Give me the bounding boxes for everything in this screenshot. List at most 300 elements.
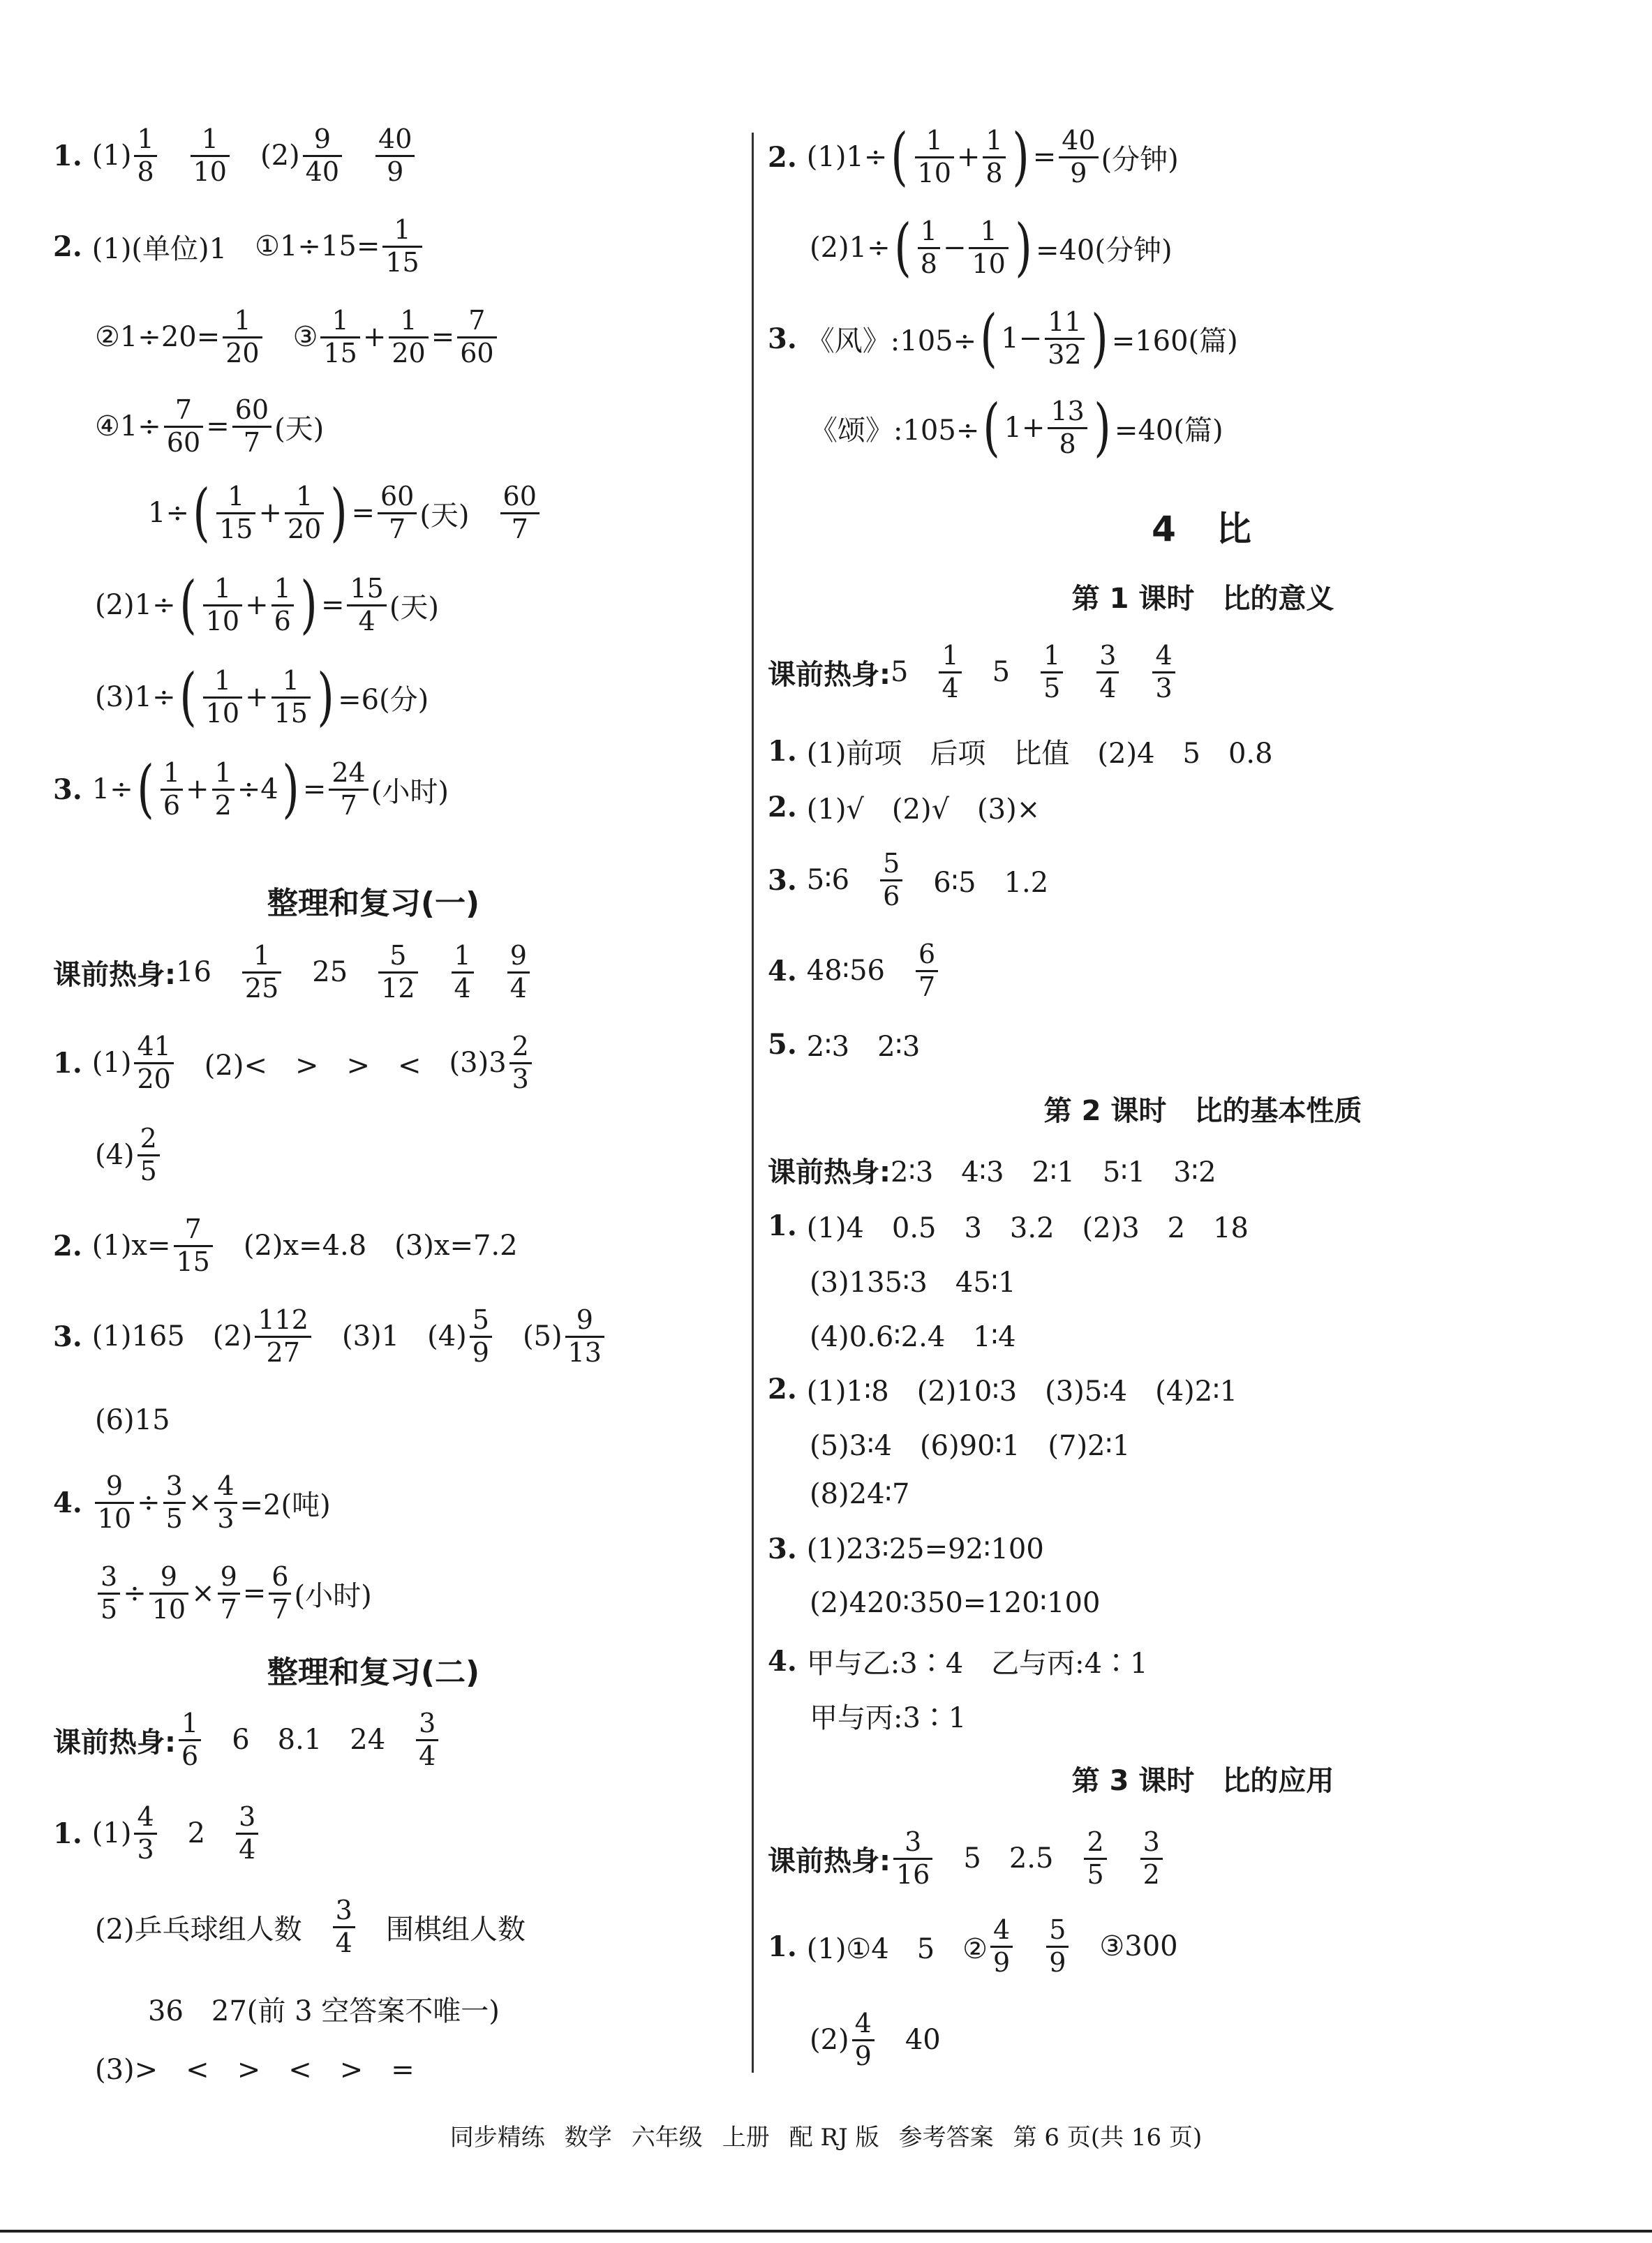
open-paren: (: [137, 752, 154, 826]
denominator: 8: [985, 157, 1003, 188]
fraction: [236, 1803, 258, 1864]
lesson-2-q2-line3: [754, 1478, 1652, 1510]
review-2-q1-note: [0, 1989, 747, 2029]
fraction: [1059, 124, 1098, 188]
denominator: 8: [920, 248, 937, 279]
numerator: 1: [1043, 640, 1061, 671]
fraction: [990, 1916, 1013, 1977]
text: 5∶6: [806, 864, 850, 897]
numerator: 4: [993, 1914, 1011, 1945]
item-number: 3.: [768, 1533, 797, 1565]
fraction: [382, 216, 422, 277]
fraction: [269, 1563, 291, 1624]
lesson-3-title: 第 3 课时 比的应用: [1071, 1765, 1334, 1797]
text: 2: [187, 1817, 206, 1850]
text: 8.1: [277, 1724, 322, 1757]
warmup-review-2: [0, 1710, 747, 1771]
text: 2∶3 4∶3 2∶1 5∶1 3∶2: [891, 1156, 1216, 1188]
numerator: 41: [137, 1031, 171, 1061]
text: ③300: [1099, 1930, 1178, 1963]
fraction: [333, 1897, 355, 1958]
denominator: 10: [205, 697, 240, 729]
item-number: 4.: [53, 1486, 82, 1519]
text: +: [245, 681, 269, 713]
review-1-q3: [0, 1306, 747, 1367]
lesson-1-q5: [754, 1024, 1652, 1064]
footer-item: 同步精练: [449, 2124, 545, 2152]
answer-1: [0, 126, 747, 186]
fraction: [285, 480, 324, 544]
denominator: 5: [140, 1155, 157, 1186]
footer-item: 参考答案: [898, 2124, 994, 2152]
answer-r-3: [754, 301, 1652, 375]
text: ÷4: [237, 773, 278, 805]
text: (6)15: [95, 1404, 170, 1436]
text: (4)0.6∶2.4 1∶4: [810, 1321, 1016, 1353]
bottom-rule: [0, 2230, 1652, 2233]
item-number: 1.: [768, 1209, 797, 1242]
text: =160(篇): [1111, 325, 1238, 357]
fraction: [218, 1563, 240, 1624]
denominator: 4: [419, 1740, 436, 1771]
denominator: 6: [163, 789, 181, 821]
denominator: 9: [1049, 1946, 1066, 1978]
denominator: 5: [101, 1593, 118, 1625]
lesson-2-q1-part4: [754, 1315, 1652, 1355]
warmup-review-1: [0, 942, 747, 1003]
lesson-2-q3-part2: [754, 1587, 1652, 1619]
numerator: 1: [274, 572, 291, 604]
numerator: 2: [140, 1123, 157, 1154]
denominator: 15: [219, 513, 253, 544]
fraction: [134, 1803, 156, 1864]
section-title-review-2: 整理和复习(二): [267, 1655, 480, 1690]
close-paren: ): [1015, 211, 1032, 284]
item-number: 2.: [768, 1373, 797, 1406]
denominator: 20: [137, 1063, 171, 1094]
text: 1÷: [148, 497, 189, 529]
numerator: 1: [985, 124, 1003, 156]
denominator: 9: [854, 2040, 872, 2071]
text: (1)①4 5 ②: [806, 1932, 988, 1965]
close-paren: ): [1094, 391, 1111, 464]
review-1-q2: [0, 1216, 747, 1276]
lesson-2-q2: [754, 1369, 1652, 1409]
lesson-2-q1-part3: [754, 1260, 1652, 1300]
text: 24: [350, 1724, 386, 1757]
numerator: 9: [509, 940, 527, 971]
answer-2-line3: [0, 396, 747, 457]
numerator: 5: [1049, 1914, 1066, 1945]
denominator: 25: [244, 972, 279, 1004]
denominator: 60: [460, 337, 494, 368]
open-paren: (: [891, 120, 909, 193]
text: 甲与乙:3∶4 乙与丙:4∶1: [806, 1648, 1148, 1680]
text: 5: [891, 656, 909, 689]
numerator: 9: [160, 1561, 177, 1592]
denominator: 15: [385, 246, 419, 278]
numerator: 6: [271, 1561, 289, 1592]
open-paren: (: [980, 301, 997, 375]
item-number: 1.: [768, 735, 797, 768]
close-paren: ): [1011, 120, 1029, 193]
numerator: 1: [980, 215, 997, 246]
fraction: [1045, 308, 1084, 369]
text: (5)3∶4 (6)90∶1 (7)2∶1: [810, 1430, 1131, 1462]
numerator: 1: [332, 305, 349, 336]
answer-2-part3: [0, 660, 747, 733]
numerator: 4: [854, 2008, 872, 2039]
denominator: 16: [896, 1858, 930, 1890]
text: (4): [95, 1139, 135, 1172]
numerator: 60: [235, 394, 269, 425]
review-2-q1-part2: [0, 1897, 747, 1958]
text: (1)23∶25=92∶100: [806, 1533, 1044, 1565]
fraction: [915, 124, 954, 188]
numerator: 7: [184, 1214, 202, 1244]
fraction: [149, 1563, 188, 1624]
text: (3)1÷: [95, 681, 176, 713]
fraction: [163, 1470, 186, 1534]
warmup-label: 课前热身:: [768, 658, 891, 691]
fraction: [232, 396, 271, 457]
numerator: 3: [419, 1708, 436, 1738]
open-paren: (: [893, 211, 911, 284]
fraction: [98, 1563, 120, 1624]
numerator: 1: [296, 480, 313, 512]
text: 《风》:105÷: [806, 325, 977, 357]
answer-3: [0, 752, 747, 826]
numerator: 24: [332, 757, 366, 788]
text: ×: [191, 1577, 215, 1610]
denominator: 13: [567, 1336, 602, 1368]
text: +: [362, 321, 387, 354]
denominator: 8: [137, 156, 154, 187]
fraction: [893, 1828, 932, 1889]
text: (1)165: [91, 1320, 185, 1353]
footer-item: 六年级: [631, 2124, 703, 2152]
close-paren: ): [317, 660, 334, 733]
lesson-1-title: 第 1 课时 比的意义: [1071, 583, 1334, 615]
fraction: [378, 480, 417, 544]
denominator: 4: [358, 605, 375, 636]
fraction: [137, 1125, 160, 1186]
text: ③: [292, 321, 318, 354]
fraction: [416, 1710, 438, 1771]
item-number: 1.: [53, 1817, 82, 1850]
text: +: [956, 141, 981, 173]
numerator: 1: [942, 640, 959, 671]
fraction: [939, 642, 961, 703]
fraction: [457, 307, 496, 368]
text: (3)1: [341, 1320, 400, 1353]
text: (1)4 0.5 3 3.2 (2)3 2 18: [806, 1212, 1249, 1244]
close-paren: ): [281, 752, 299, 826]
item-number: 3.: [53, 773, 82, 806]
numerator: 9: [105, 1470, 124, 1501]
text: 5: [963, 1842, 981, 1875]
text: (2)乒乓球组人数: [95, 1913, 302, 1946]
fraction: [470, 1306, 492, 1367]
lesson-2-q2-line2: [754, 1424, 1652, 1463]
item-number: 1.: [768, 1930, 797, 1963]
fraction: [916, 941, 938, 1001]
numerator: 60: [503, 480, 537, 512]
denominator: 27: [266, 1336, 300, 1368]
fraction: [271, 572, 294, 636]
open-paren: (: [983, 391, 1001, 464]
review-1-q4: [0, 1470, 747, 1534]
review-1-q3-part6: [0, 1404, 747, 1436]
text: (小时): [371, 775, 449, 808]
text: +: [258, 497, 282, 529]
text: (3)3: [449, 1047, 507, 1080]
open-paren: (: [193, 476, 210, 549]
lesson-1-q3: [754, 850, 1652, 911]
numerator: 13: [1050, 395, 1085, 426]
text: 36 27(前 3 空答案不唯一): [148, 1995, 500, 2027]
text: (2)1÷: [810, 232, 891, 264]
chapter-title: 4 比: [1152, 509, 1254, 549]
denominator: 32: [1048, 338, 1082, 370]
text: ①1÷15=: [255, 230, 380, 263]
fraction: [500, 480, 539, 544]
numerator: 1: [201, 124, 218, 154]
fraction: [174, 1216, 213, 1276]
denominator: 8: [1059, 428, 1076, 459]
numerator: 1: [282, 664, 299, 696]
text: 1+: [1004, 412, 1045, 444]
numerator: 5: [472, 1304, 489, 1335]
denominator: 7: [511, 513, 528, 544]
denominator: 15: [274, 697, 308, 729]
denominator: 7: [220, 1593, 237, 1625]
close-paren: ): [1090, 301, 1108, 375]
text: (2): [212, 1320, 253, 1353]
text: (天): [389, 591, 440, 624]
numerator: 1: [214, 757, 232, 788]
review-1-q1: [0, 1033, 747, 1094]
denominator: 40: [305, 156, 340, 187]
numerator: 1: [137, 124, 154, 154]
denominator: 6: [883, 880, 900, 911]
warmup-label: 课前热身:: [768, 1845, 891, 1877]
fraction: [271, 664, 311, 729]
numerator: 11: [1048, 306, 1082, 337]
item-number: 3.: [768, 322, 797, 355]
footer-item: 第 6 页(共 16 页): [1013, 2124, 1203, 2152]
denominator: 4: [454, 972, 471, 1004]
numerator: 4: [1155, 640, 1173, 671]
text: (3)> < > < > =: [95, 2054, 415, 2086]
numerator: 7: [468, 305, 486, 336]
fraction: [1152, 642, 1175, 703]
denominator: 20: [392, 337, 426, 368]
fraction: [223, 307, 262, 368]
lesson-1-q2: [754, 787, 1652, 827]
fraction: [452, 942, 474, 1003]
denominator: 10: [917, 157, 951, 188]
denominator: 4: [942, 672, 959, 703]
item-number: 1.: [53, 1046, 82, 1080]
item-number: 4.: [768, 954, 797, 988]
right-column: [754, 0, 1652, 2243]
text: +: [186, 773, 209, 805]
denominator: 6: [181, 1740, 199, 1771]
fraction: [983, 124, 1005, 188]
numerator: 1: [163, 757, 181, 788]
fraction: [320, 307, 359, 368]
fraction: [1096, 642, 1119, 703]
fraction: [179, 1710, 201, 1771]
item-number: 2.: [53, 230, 82, 263]
item-number: 3.: [768, 863, 797, 897]
item-number: 3.: [53, 1320, 82, 1353]
numerator: 3: [165, 1470, 183, 1501]
item-number: 5.: [768, 1028, 797, 1061]
denominator: 4: [239, 1833, 256, 1865]
text: 2∶3 2∶3: [806, 1031, 921, 1063]
denominator: 9: [387, 156, 404, 187]
answer-r-2: [754, 120, 1652, 193]
text: =: [242, 1577, 267, 1610]
text: (1)1∶8 (2)10∶3 (3)5∶4 (4)2∶1: [806, 1376, 1238, 1408]
denominator: 20: [225, 337, 260, 368]
answer-r-2-part2: [754, 211, 1652, 284]
text: (4): [427, 1320, 467, 1353]
footer-item: 上册: [722, 2124, 770, 2152]
text: 2.5: [1009, 1842, 1054, 1875]
warmup-label: 课前热身:: [53, 1726, 176, 1759]
text: (2)420∶350=120∶100: [810, 1587, 1101, 1619]
fraction: [216, 480, 255, 544]
numerator: 9: [576, 1304, 593, 1335]
text: 1÷: [91, 773, 133, 805]
fraction: [134, 1033, 173, 1094]
text: (3)x=7.2: [394, 1230, 518, 1262]
numerator: 1: [228, 480, 245, 512]
fraction: [161, 759, 183, 820]
numerator: 112: [258, 1304, 308, 1335]
numerator: 15: [350, 572, 384, 604]
denominator: 3: [1155, 672, 1173, 703]
denominator: 3: [217, 1503, 235, 1534]
denominator: 7: [389, 513, 406, 544]
numerator: 2: [512, 1031, 529, 1061]
denominator: 20: [287, 513, 322, 544]
denominator: 9: [993, 1946, 1011, 1978]
fraction: [880, 850, 902, 911]
denominator: 5: [165, 1503, 183, 1534]
fraction: [918, 215, 940, 279]
answer-2-line2: [0, 307, 747, 368]
text: ÷: [137, 1486, 161, 1519]
warmup-lesson-1: [754, 642, 1652, 703]
close-paren: ): [300, 568, 318, 641]
page-footer: [0, 2118, 1652, 2152]
item-number: 2.: [53, 1229, 82, 1262]
numerator: 3: [335, 1895, 352, 1925]
denominator: 4: [1099, 672, 1117, 703]
footer-item: 数学: [564, 2124, 612, 2152]
denominator: 60: [166, 426, 201, 458]
item-number: 2.: [768, 791, 797, 824]
fraction: [1048, 395, 1087, 459]
numerator: 40: [378, 124, 412, 154]
text: (天): [274, 412, 325, 445]
close-paren: ): [330, 476, 348, 549]
lesson-2-q3: [754, 1533, 1652, 1565]
numerator: 1: [234, 305, 251, 336]
text: 40: [905, 2024, 941, 2057]
review-1-q1-part4: [0, 1125, 747, 1186]
section-title-review-1: 整理和复习(一): [267, 886, 480, 921]
text: 16: [176, 956, 211, 989]
denominator: 5: [1043, 672, 1061, 703]
denominator: 5: [1087, 1858, 1104, 1890]
answer-2-line4: [0, 476, 747, 549]
text: =: [302, 773, 327, 805]
numerator: 1: [400, 305, 417, 336]
text: (3)135∶3 45∶1: [810, 1267, 1016, 1299]
text: (1)(单位)1: [91, 232, 228, 265]
text: ÷: [123, 1577, 147, 1610]
text: =6(分): [338, 683, 429, 716]
denominator: 7: [243, 426, 260, 458]
fraction: [214, 1470, 237, 1534]
denominator: 7: [340, 789, 357, 821]
text: (分钟): [1101, 143, 1179, 176]
denominator: 7: [918, 971, 936, 1002]
text: 5: [992, 656, 1011, 689]
denominator: 4: [509, 972, 527, 1004]
denominator: 10: [97, 1503, 132, 1534]
text: (1)前项 后项 比值 (2)4 5 0.8: [806, 738, 1273, 770]
fraction: [852, 2010, 875, 2071]
denominator: 10: [972, 248, 1006, 279]
text: (1): [91, 1047, 132, 1080]
fraction: [1084, 1828, 1106, 1889]
text: ②1÷20=: [95, 321, 221, 354]
text: 《颂》:105÷: [810, 414, 980, 447]
fraction: [212, 759, 235, 820]
fraction: [347, 572, 386, 636]
numerator: 1: [454, 940, 471, 971]
fraction: [191, 126, 230, 186]
denominator: 3: [512, 1063, 529, 1094]
lesson-3-q1: [754, 1916, 1652, 1977]
denominator: 10: [205, 605, 240, 636]
text: (1)1÷: [806, 141, 888, 173]
text: 围棋组人数: [385, 1913, 526, 1946]
lesson-1-q1: [754, 731, 1652, 771]
item-number: 2.: [768, 140, 797, 174]
text: =: [431, 321, 455, 354]
numerator: 1: [925, 124, 943, 156]
text: 6∶5 1.2: [933, 866, 1049, 899]
numerator: 60: [380, 480, 415, 512]
numerator: 40: [1062, 124, 1096, 156]
numerator: 4: [137, 1801, 154, 1832]
fraction: [203, 572, 242, 636]
text: =: [351, 497, 375, 529]
lesson-2-q4-line2: [754, 1696, 1652, 1736]
answer-2-part2: [0, 568, 747, 641]
footer-item: 配 RJ 版: [789, 2124, 879, 2152]
fraction: [95, 1470, 134, 1534]
lesson-1-q4: [754, 941, 1652, 1001]
numerator: 3: [101, 1561, 118, 1592]
